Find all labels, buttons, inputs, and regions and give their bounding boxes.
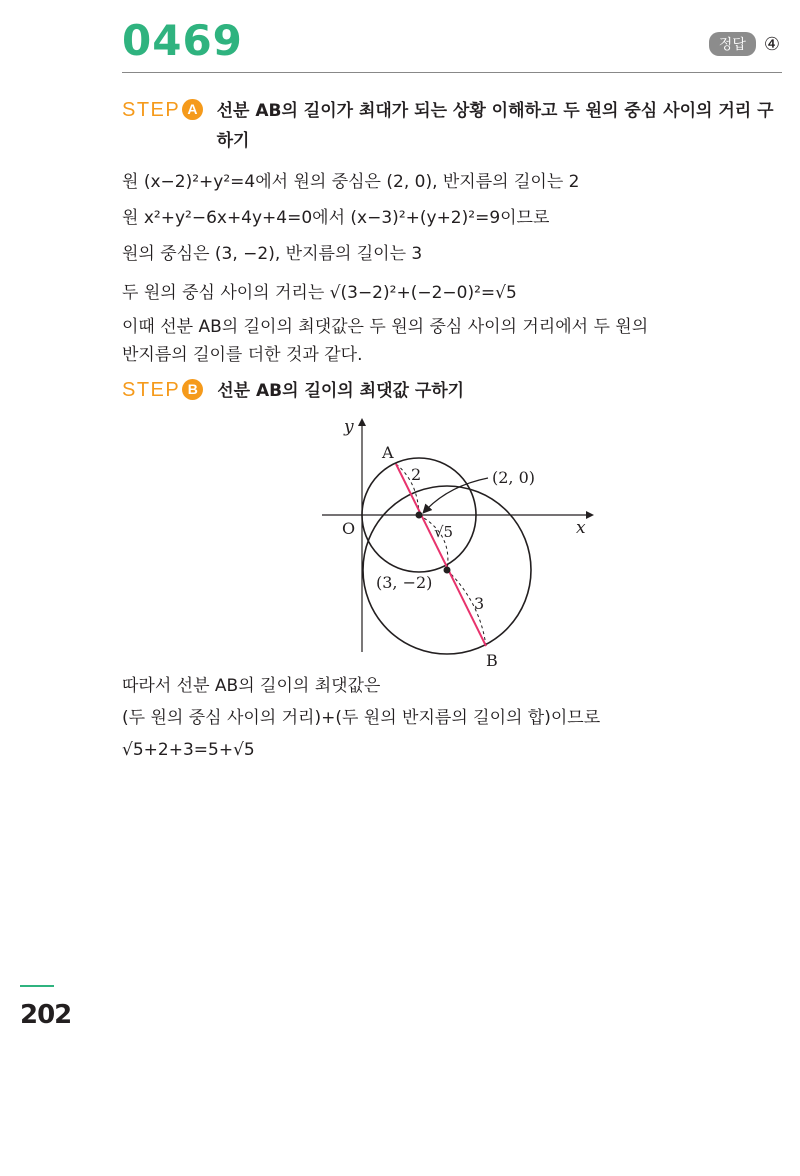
- step-a-label: STEP: [122, 99, 181, 121]
- solution-line: 이때 선분 AB의 길이의 최댓값은 두 원의 중심 사이의 거리에서 두 원의: [122, 317, 649, 337]
- y-axis-label: y: [344, 417, 354, 437]
- radius-large-label: 3: [474, 594, 485, 613]
- circles-figure: [318, 412, 598, 670]
- x-axis-arrow: [586, 511, 594, 519]
- center-large: [444, 567, 451, 574]
- step-b-label: STEP: [122, 379, 181, 401]
- segment-ab: [396, 464, 486, 646]
- solution-line: 두 원의 중심 사이의 거리는 √(3−2)²+(−2−0)²=√5: [122, 283, 517, 303]
- answer-box: [709, 32, 780, 56]
- radius-small-label: 2: [411, 465, 422, 484]
- center-distance-label: √5: [434, 523, 454, 541]
- point-a-label: A: [382, 443, 394, 462]
- origin-label: O: [342, 519, 356, 538]
- problem-number: 0469: [122, 16, 243, 65]
- pointer-arrow: [424, 478, 488, 512]
- solution-line: 원 x²+y²−6x+4y+4=0에서 (x−3)²+(y+2)²=9이므로: [122, 208, 550, 228]
- solution-line: 원 (x−2)²+y²=4에서 원의 중심은 (2, 0), 반지름의 길이는 2: [122, 172, 580, 192]
- y-axis-arrow: [358, 418, 366, 426]
- center-large-label: (3, −2): [376, 573, 433, 592]
- answer-value: ④: [763, 33, 780, 55]
- solution-line: (두 원의 중심 사이의 거리)+(두 원의 반지름의 길이의 합)이므로: [122, 708, 601, 728]
- center-small-label: (2, 0): [492, 468, 536, 487]
- step-a-badge: A: [182, 99, 202, 120]
- x-axis-label: x: [576, 518, 586, 538]
- page-number: 202: [20, 1000, 72, 1030]
- solution-line: 따라서 선분 AB의 길이의 최댓값은: [122, 676, 381, 696]
- solution-line: 원의 중심은 (3, −2), 반지름의 길이는 3: [122, 244, 423, 264]
- step-b-title: 선분 AB의 길이의 최댓값 구하기: [217, 381, 465, 401]
- answer-label: 정답: [709, 32, 756, 56]
- step-a-title: 선분 AB의 길이가 최대가 되는 상황 이해하고 두 원의 중심 사이의 거리 구하기: [216, 101, 774, 151]
- header-divider: [122, 72, 782, 73]
- solution-line: 반지름의 길이를 더한 것과 같다.: [122, 345, 363, 365]
- point-b-label: B: [486, 651, 498, 670]
- step-b-badge: B: [182, 379, 203, 400]
- solution-line: √5+2+3=5+√5: [122, 740, 255, 760]
- page-tick: [20, 985, 54, 987]
- step-a-heading: [122, 96, 787, 156]
- center-small: [416, 512, 423, 519]
- step-b-heading: [122, 376, 464, 406]
